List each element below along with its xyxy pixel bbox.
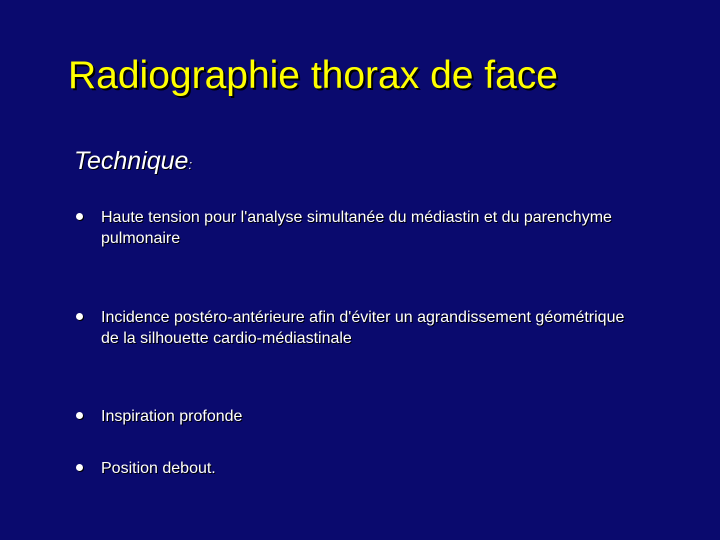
slide-title: Radiographie thorax de face	[68, 54, 558, 97]
bullet-text: Inspiration profonde	[101, 408, 243, 425]
section-heading-text: Technique	[74, 147, 189, 175]
bullet-dot-icon	[76, 313, 83, 320]
bullet-text: Haute tension pour l'analyse simultanée du médiastin et du parenchyme pulmonaire	[101, 209, 612, 247]
bullet-text: Position debout.	[101, 460, 216, 477]
bullet-dot-icon	[76, 412, 83, 419]
section-heading	[74, 146, 192, 180]
bullet-dot-icon	[76, 213, 83, 220]
bullet-text: Incidence postéro-antérieure afin d'éviter un agrandissement géométrique de la silhouette cardio-médiastinale	[101, 309, 625, 347]
section-heading-colon: :	[188, 157, 193, 172]
bullet-dot-icon	[76, 464, 83, 471]
